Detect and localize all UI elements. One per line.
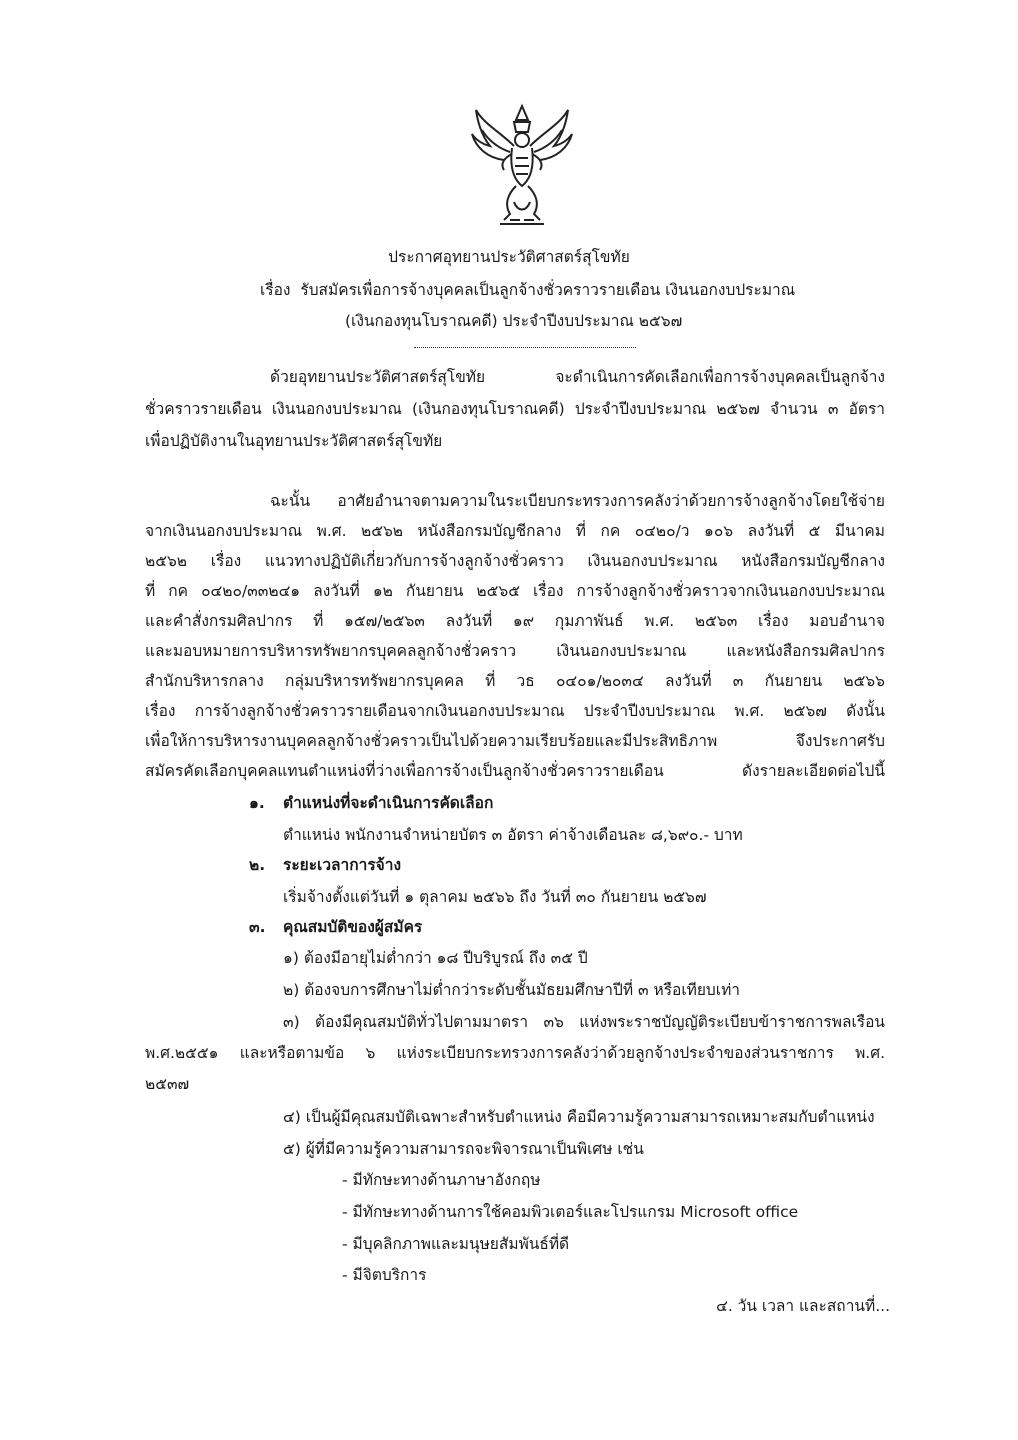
qualification-4: ๔) เป็นผู้มีคุณสมบัติเฉพาะสำหรับตำแหน่ง คือมีความรู้ความสามารถเหมาะสมกับตำแหน่ง: [283, 1108, 875, 1126]
para1-line: ชั่วคราวรายเดือน เงินนอกงบประมาณ (เงินกองทุนโบราณคดี) ประจำปีงบประมาณ ๒๕๖๗ จำนวน ๓ อัตรา: [145, 400, 885, 418]
subject-line-2: (เงินกองทุนโบราณคดี) ประจำปีงบประมาณ ๒๕๖๗: [345, 312, 683, 330]
para1-line: เพื่อปฏิบัติงานในอุทยานประวัติศาสตร์สุโขทัย: [145, 432, 443, 450]
section-2-title: ระยะเวลาการจ้าง: [283, 856, 402, 874]
qualification-5: ๕) ผู้ที่มีความรู้ความสามารถจะพิจารณาเป็นพิเศษ เช่น: [283, 1140, 644, 1158]
subject-line-1: [260, 277, 795, 303]
para2-line: เพื่อให้การบริหารงานบุคคลลูกจ้างชั่วคราวเป็นไปด้วยความเรียบร้อยและมีประสิทธิภาพ จึงประกาศรับ: [145, 732, 885, 750]
announcer-title: ประกาศอุทยานประวัติศาสตร์สุโขทัย: [388, 248, 630, 266]
section-2-detail: เริ่มจ้างตั้งแต่วันที่ ๑ ตุลาคม ๒๕๖๖ ถึง วันที่ ๓๐ กันยายน ๒๕๖๗: [283, 888, 707, 906]
qualification-2: ๒) ต้องจบการศึกษาไม่ต่ำกว่าระดับชั้นมัธยมศึกษาปีที่ ๓ หรือเทียบเท่า: [283, 981, 740, 999]
dotted-separator: [414, 347, 636, 348]
qualification-3-cont: ๒๕๓๗: [145, 1075, 190, 1093]
section-3-title: คุณสมบัติของผู้สมัคร: [283, 918, 423, 936]
subject-label: เรื่อง: [260, 281, 291, 299]
garuda-emblem-icon: [470, 102, 574, 228]
para1-line: ด้วยอุทยานประวัติศาสตร์สุโขทัย จะดำเนินการคัดเลือกเพื่อการจ้างบุคคลเป็นลูกจ้าง: [270, 368, 885, 386]
section-1-number: ๑.: [249, 794, 265, 812]
special-skill-item: - มีบุคลิกภาพและมนุษยสัมพันธ์ที่ดี: [342, 1235, 570, 1253]
section-1-detail: ตำแหน่ง พนักงานจำหน่ายบัตร ๓ อัตรา ค่าจ้างเดือนละ ๘,๖๙๐.- บาท: [283, 826, 743, 844]
para2-line: และคำสั่งกรมศิลปากร ที่ ๑๕๗/๒๕๖๓ ลงวันที่ ๑๙ กุมภาพันธ์ พ.ศ. ๒๕๖๓ เรื่อง มอบอำนาจ: [145, 612, 885, 630]
section-2-number: ๒.: [249, 856, 266, 874]
para2-line: เรื่อง การจ้างลูกจ้างชั่วคราวรายเดือนจากเงินนอกงบประมาณ ประจำปีงบประมาณ พ.ศ. ๒๕๖๗ ดังนั้น: [145, 702, 885, 720]
special-skill-item: - มีทักษะทางด้านภาษาอังกฤษ: [342, 1171, 541, 1189]
para2-line: สมัครคัดเลือกบุคคลแทนตำแหน่งที่ว่างเพื่อการจ้างเป็นลูกจ้างชั่วคราวรายเดือน ดังรายละเอียดต่อไปนี้: [145, 762, 885, 780]
continuation-marker: ๔. วัน เวลา และสถานที่...: [716, 1297, 890, 1315]
para2-line: และมอบหมายการบริหารทรัพยากรบุคคลลูกจ้างชั่วคราว เงินนอกงบประมาณ และหนังสือกรมศิลปากร: [145, 642, 885, 660]
para2-line: ฉะนั้น อาศัยอำนาจตามความในระเบียบกระทรวงการคลังว่าด้วยการจ้างลูกจ้างโดยใช้จ่าย: [270, 492, 885, 510]
subject-text: รับสมัครเพื่อการจ้างบุคคลเป็นลูกจ้างชั่วคราวรายเดือน เงินนอกงบประมาณ: [300, 281, 796, 299]
para2-line: จากเงินนอกงบประมาณ พ.ศ. ๒๕๖๒ หนังสือกรมบัญชีกลาง ที่ กค ๐๔๒๐/ว ๑๐๖ ลงวันที่ ๕ มีนาคม: [145, 522, 885, 540]
section-3-number: ๓.: [249, 918, 266, 936]
special-skill-item: - มีจิตบริการ: [342, 1266, 427, 1284]
section-1-title: ตำแหน่งที่จะดำเนินการคัดเลือก: [283, 794, 494, 812]
para2-line: สำนักบริหารกลาง กลุ่มบริหารทรัพยากรบุคคล ที่ วธ ๐๔๐๑/๒๐๓๔ ลงวันที่ ๓ กันยายน ๒๕๖๖: [145, 672, 885, 690]
special-skill-item: - มีทักษะทางด้านการใช้คอมพิวเตอร์และโปรแกรม Microsoft office: [342, 1203, 799, 1221]
para2-line: ๒๕๖๒ เรื่อง แนวทางปฏิบัติเกี่ยวกับการจ้างลูกจ้างชั่วคราว เงินนอกงบประมาณ หนังสือกรมบัญชีกลาง: [145, 552, 885, 570]
qualification-3-cont: พ.ศ.๒๕๕๑ และหรือตามข้อ ๖ แห่งระเบียบกระทรวงการคลังว่าด้วยลูกจ้างประจำของส่วนราชการ พ.ศ.: [145, 1044, 885, 1062]
qualification-1: ๑) ต้องมีอายุไม่ต่ำกว่า ๑๘ ปีบริบูรณ์ ถึง ๓๕ ปี: [283, 949, 588, 967]
qualification-3: ๓) ต้องมีคุณสมบัติทั่วไปตามมาตรา ๓๖ แห่งพระราชบัญญัติระเบียบข้าราชการพลเรือน: [283, 1013, 885, 1031]
para2-line: ที่ กค ๐๔๒๐/๓๓๒๔๑ ลงวันที่ ๑๒ กันยายน ๒๕๖๕ เรื่อง การจ้างลูกจ้างชั่วคราวจากเงินนอกงบประมาณ: [145, 582, 885, 600]
